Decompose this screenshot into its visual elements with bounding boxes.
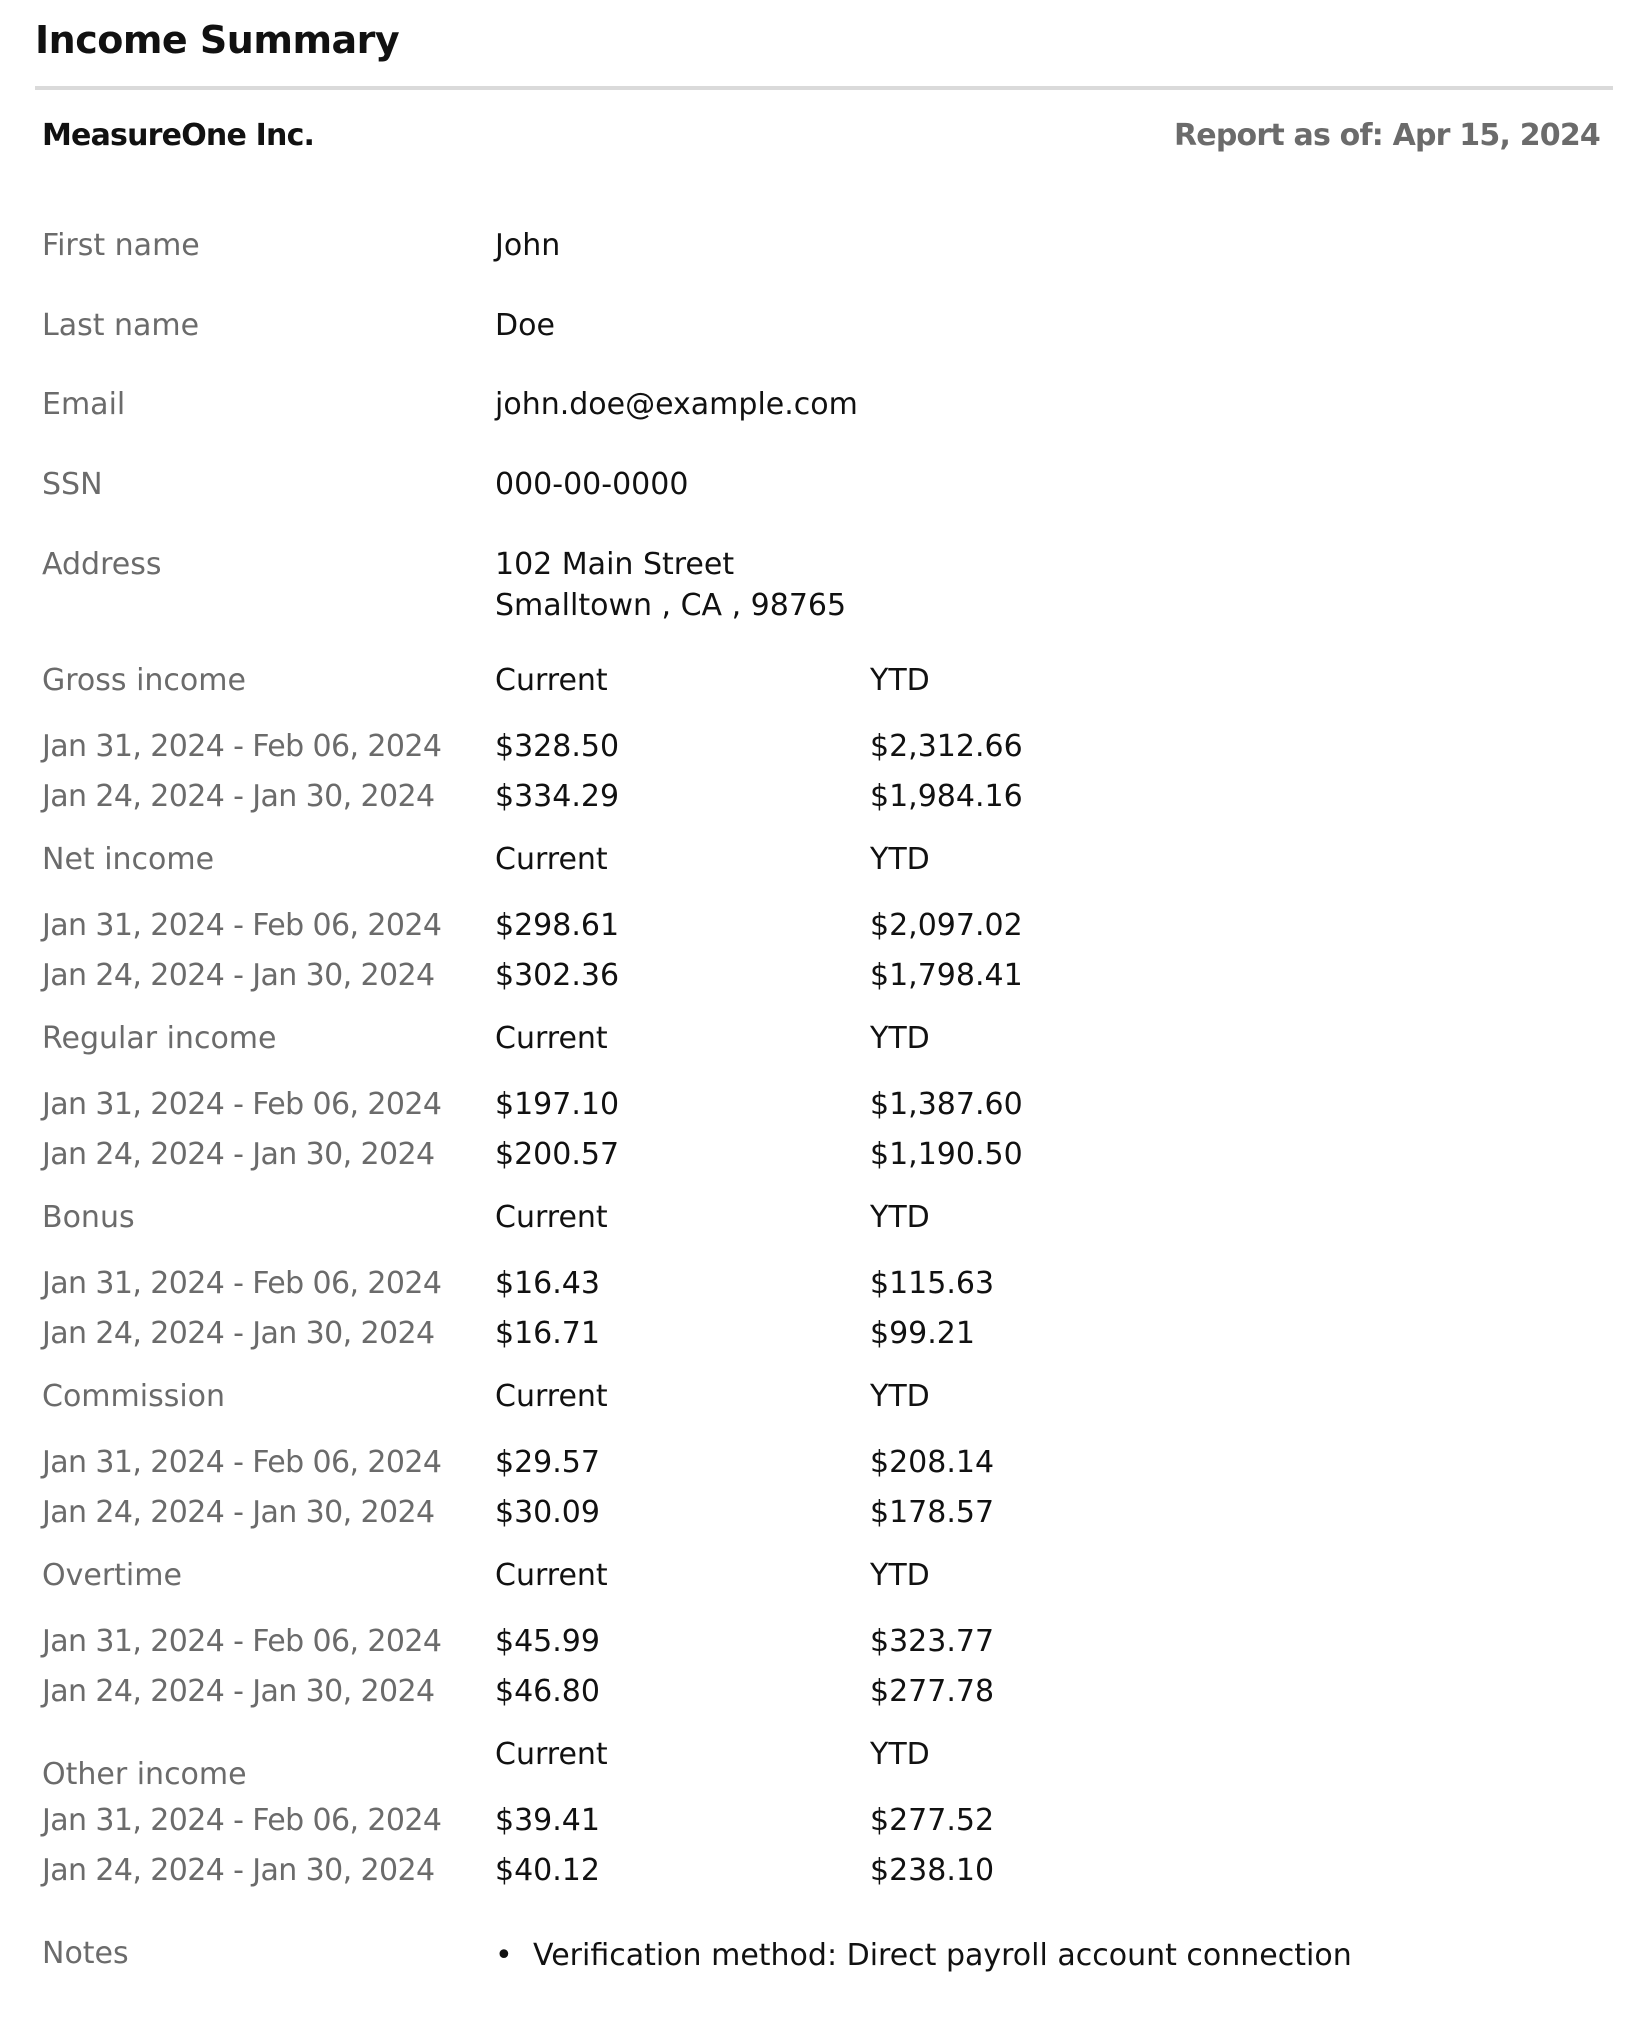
column-header-ytd: YTD (870, 1379, 930, 1414)
column-header-current: Current (495, 1021, 608, 1056)
section-title-gross-income: Gross income (42, 663, 246, 698)
report-date-label: Report as of: (1174, 118, 1383, 153)
ytd-amount: $99.21 (870, 1316, 975, 1351)
period-label: Jan 24, 2024 - Jan 30, 2024 (42, 1674, 435, 1709)
ytd-amount: $1,798.41 (870, 958, 1023, 993)
address-label: Address (42, 547, 162, 582)
column-header-current: Current (495, 1737, 608, 1772)
bullet-icon: • (495, 1938, 513, 1973)
current-amount: $197.10 (495, 1087, 620, 1122)
period-label: Jan 31, 2024 - Feb 06, 2024 (42, 1266, 442, 1301)
notes-label: Notes (42, 1936, 129, 1971)
column-header-current: Current (495, 1558, 608, 1593)
ytd-amount: $2,097.02 (870, 908, 1023, 943)
email-value: john.doe@example.com (495, 387, 858, 422)
address-line2: Smalltown , CA , 98765 (495, 588, 847, 623)
ytd-amount: $1,387.60 (870, 1087, 1023, 1122)
current-amount: $45.99 (495, 1624, 600, 1659)
period-label: Jan 31, 2024 - Feb 06, 2024 (42, 1445, 442, 1480)
column-header-ytd: YTD (870, 663, 930, 698)
column-header-current: Current (495, 1379, 608, 1414)
current-amount: $334.29 (495, 779, 620, 814)
last-name-value: Doe (495, 308, 555, 343)
report-date-value: Apr 15, 2024 (1392, 118, 1600, 153)
email-label: Email (42, 387, 126, 422)
report-date (1174, 118, 1600, 153)
period-label: Jan 24, 2024 - Jan 30, 2024 (42, 1316, 435, 1351)
column-header-ytd: YTD (870, 842, 930, 877)
page-title: Income Summary (35, 18, 400, 62)
period-label: Jan 31, 2024 - Feb 06, 2024 (42, 1803, 442, 1838)
period-label: Jan 24, 2024 - Jan 30, 2024 (42, 779, 435, 814)
ssn-label: SSN (42, 467, 103, 502)
header-divider (35, 86, 1613, 90)
ytd-amount: $277.52 (870, 1803, 995, 1838)
address-line1: 102 Main Street (495, 547, 735, 582)
section-title-regular-income: Regular income (42, 1021, 277, 1056)
ytd-amount: $115.63 (870, 1266, 995, 1301)
current-amount: $16.43 (495, 1266, 600, 1301)
column-header-current: Current (495, 663, 608, 698)
period-label: Jan 31, 2024 - Feb 06, 2024 (42, 729, 442, 764)
current-amount: $328.50 (495, 729, 620, 764)
first-name-value: John (495, 228, 561, 263)
current-amount: $298.61 (495, 908, 620, 943)
ssn-value: 000-00-0000 (495, 467, 689, 502)
column-header-ytd: YTD (870, 1737, 930, 1772)
ytd-amount: $238.10 (870, 1853, 995, 1888)
current-amount: $39.41 (495, 1803, 600, 1838)
note-text: Verification method: Direct payroll account connection (533, 1938, 1352, 1973)
section-title-net-income: Net income (42, 842, 215, 877)
section-title-other-income: Other income (42, 1757, 247, 1792)
notes-list (495, 1938, 1352, 1973)
period-label: Jan 24, 2024 - Jan 30, 2024 (42, 1853, 435, 1888)
column-header-ytd: YTD (870, 1558, 930, 1593)
section-title-overtime: Overtime (42, 1558, 182, 1593)
column-header-ytd: YTD (870, 1021, 930, 1056)
ytd-amount: $323.77 (870, 1624, 995, 1659)
column-header-current: Current (495, 842, 608, 877)
current-amount: $46.80 (495, 1674, 600, 1709)
current-amount: $29.57 (495, 1445, 600, 1480)
period-label: Jan 24, 2024 - Jan 30, 2024 (42, 1137, 435, 1172)
note-item (495, 1938, 1352, 1973)
section-title-commission: Commission (42, 1379, 226, 1414)
first-name-label: First name (42, 228, 200, 263)
last-name-label: Last name (42, 308, 200, 343)
ytd-amount: $1,190.50 (870, 1137, 1023, 1172)
period-label: Jan 31, 2024 - Feb 06, 2024 (42, 1087, 442, 1122)
ytd-amount: $1,984.16 (870, 779, 1023, 814)
current-amount: $40.12 (495, 1853, 600, 1888)
current-amount: $30.09 (495, 1495, 600, 1530)
current-amount: $16.71 (495, 1316, 600, 1351)
column-header-current: Current (495, 1200, 608, 1235)
period-label: Jan 24, 2024 - Jan 30, 2024 (42, 958, 435, 993)
column-header-ytd: YTD (870, 1200, 930, 1235)
period-label: Jan 31, 2024 - Feb 06, 2024 (42, 1624, 442, 1659)
current-amount: $200.57 (495, 1137, 620, 1172)
section-title-bonus: Bonus (42, 1200, 135, 1235)
current-amount: $302.36 (495, 958, 620, 993)
ytd-amount: $277.78 (870, 1674, 995, 1709)
company-name: MeasureOne Inc. (42, 118, 315, 153)
ytd-amount: $178.57 (870, 1495, 995, 1530)
ytd-amount: $208.14 (870, 1445, 995, 1480)
period-label: Jan 31, 2024 - Feb 06, 2024 (42, 908, 442, 943)
period-label: Jan 24, 2024 - Jan 30, 2024 (42, 1495, 435, 1530)
ytd-amount: $2,312.66 (870, 729, 1023, 764)
